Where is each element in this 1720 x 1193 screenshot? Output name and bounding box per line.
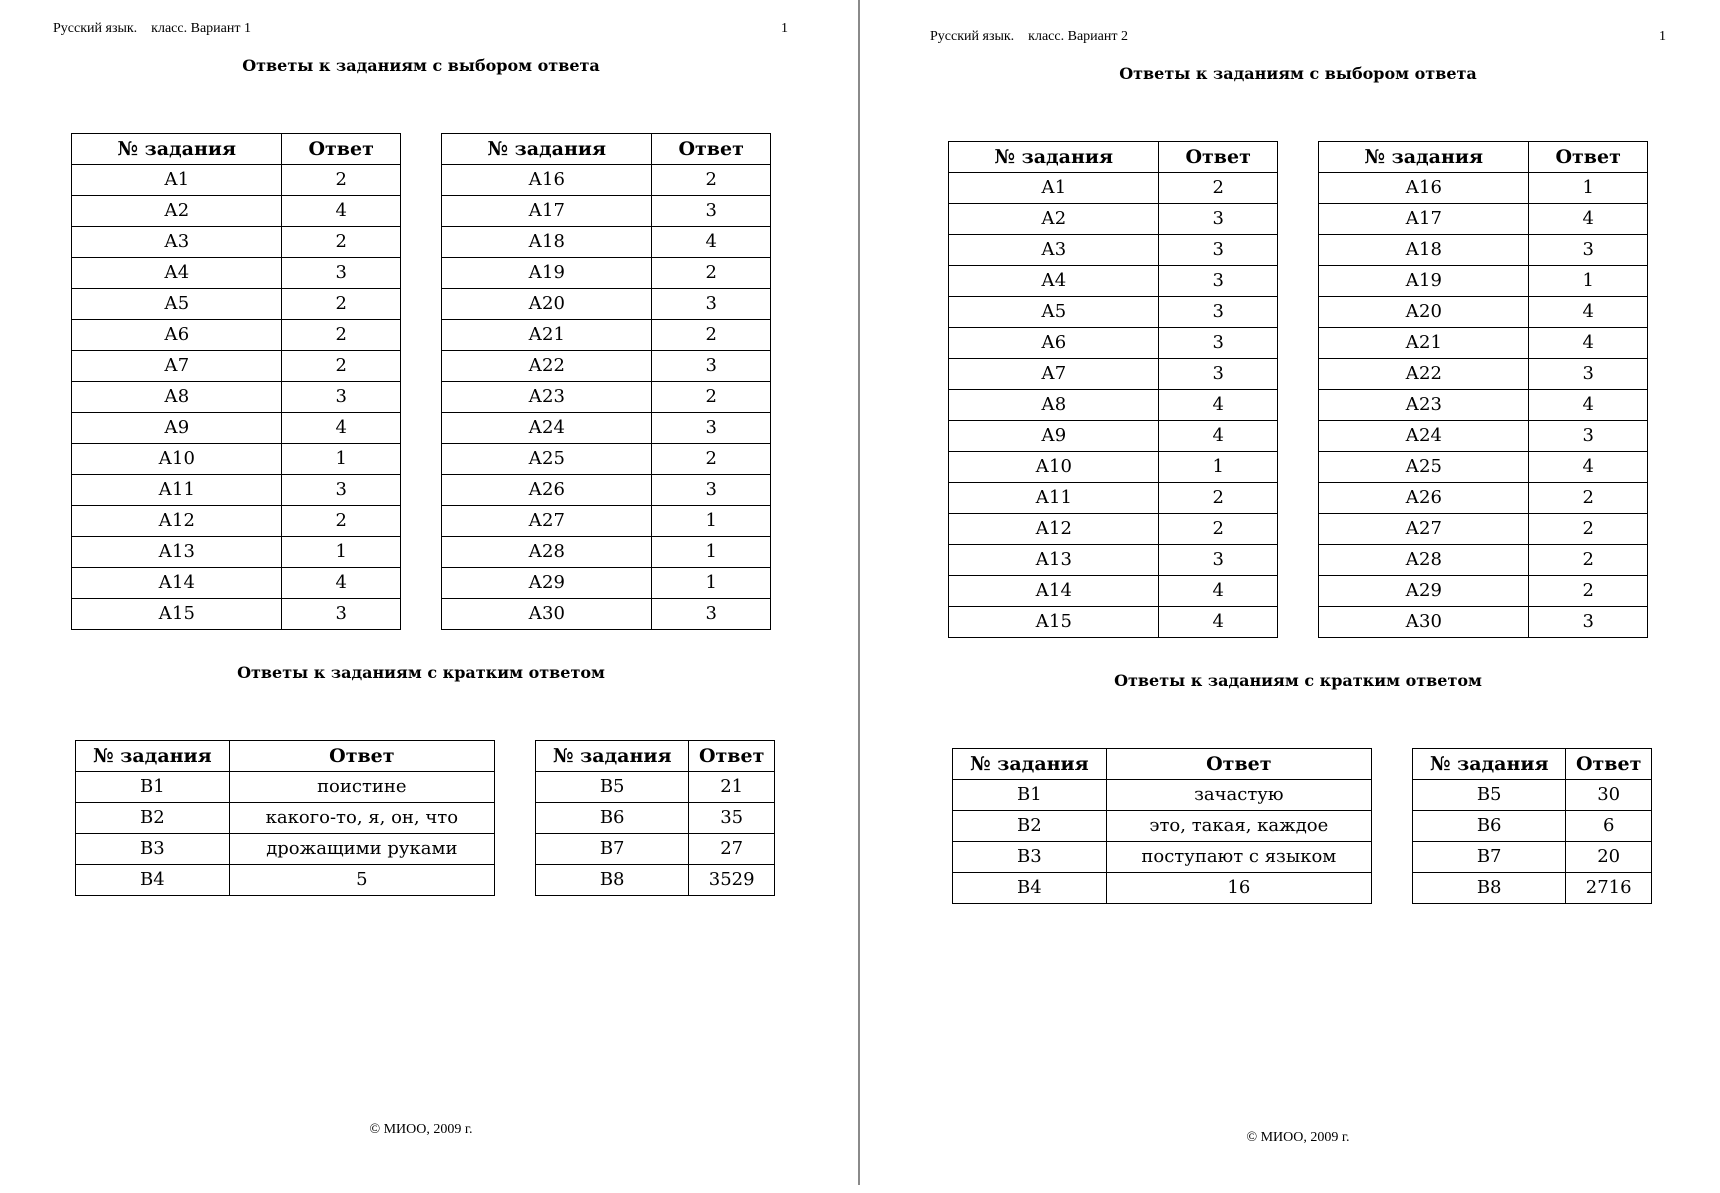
task-number-cell: А17: [1319, 204, 1529, 235]
table-row: [72, 258, 401, 289]
table-row: [953, 873, 1372, 904]
answer-cell: 4: [1159, 421, 1278, 452]
task-number-cell: А1: [72, 165, 282, 196]
task-number-cell: А4: [949, 266, 1159, 297]
column-header-task: № задания: [949, 142, 1159, 173]
task-number-cell: А27: [1319, 514, 1529, 545]
table-row: [1319, 235, 1648, 266]
task-number-cell: А16: [442, 165, 652, 196]
table-row: [1319, 328, 1648, 359]
task-number-cell: А9: [72, 413, 282, 444]
table-row: [1319, 204, 1648, 235]
table-row: [1413, 811, 1652, 842]
answer-cell: 3: [1529, 235, 1648, 266]
answer-cell: 3: [1159, 235, 1278, 266]
answer-cell: 2: [1529, 576, 1648, 607]
table-header-row: [1413, 749, 1652, 780]
answer-cell: зачастую: [1106, 780, 1371, 811]
page-variant-2: [877, 8, 1720, 1193]
answer-cell: 1: [652, 537, 771, 568]
column-header-answer: Ответ: [1159, 142, 1278, 173]
answer-cell: 4: [282, 196, 401, 227]
column-header-answer: Ответ: [689, 741, 775, 772]
answer-cell: 3: [282, 382, 401, 413]
task-number-cell: В8: [1413, 873, 1566, 904]
answer-cell: дрожащими руками: [229, 834, 494, 865]
task-number-cell: В3: [76, 834, 230, 865]
table-row: [442, 351, 771, 382]
task-number-cell: В4: [953, 873, 1107, 904]
answer-cell: 3: [282, 599, 401, 630]
table-row: [949, 359, 1278, 390]
task-number-cell: А22: [1319, 359, 1529, 390]
answer-cell: 4: [1529, 204, 1648, 235]
table-row: [72, 165, 401, 196]
table-header-row: [949, 142, 1278, 173]
answer-cell: 3: [1159, 297, 1278, 328]
table-row: [1319, 545, 1648, 576]
table-row: [949, 266, 1278, 297]
table-row: [1413, 780, 1652, 811]
answer-cell: 2: [652, 382, 771, 413]
task-number-cell: А19: [1319, 266, 1529, 297]
column-header-task: № задания: [1319, 142, 1529, 173]
table-row: [1319, 359, 1648, 390]
table-row: [72, 568, 401, 599]
answer-cell: поступают с языком: [1106, 842, 1371, 873]
column-header-answer: Ответ: [1566, 749, 1652, 780]
task-number-cell: А24: [442, 413, 652, 444]
task-number-cell: А3: [949, 235, 1159, 266]
task-number-cell: В7: [1413, 842, 1566, 873]
table-row: [1319, 452, 1648, 483]
task-number-cell: А29: [1319, 576, 1529, 607]
table-row: [72, 413, 401, 444]
section-title-choice: Ответы к заданиям с выбором ответа: [1119, 64, 1477, 83]
task-number-cell: А8: [949, 390, 1159, 421]
table-row: [72, 382, 401, 413]
table-row: [442, 382, 771, 413]
task-number-cell: В4: [76, 865, 230, 896]
answer-cell: 4: [652, 227, 771, 258]
table-row: [1413, 842, 1652, 873]
task-number-cell: А11: [72, 475, 282, 506]
answer-cell: 2: [1159, 173, 1278, 204]
answer-cell: 2: [282, 320, 401, 351]
table-row: [72, 444, 401, 475]
task-number-cell: А6: [72, 320, 282, 351]
answer-cell: 35: [689, 803, 775, 834]
table-header-row: [536, 741, 775, 772]
table-row: [1413, 873, 1652, 904]
task-number-cell: А22: [442, 351, 652, 382]
column-header-answer: Ответ: [652, 134, 771, 165]
table-row: [949, 514, 1278, 545]
task-number-cell: А2: [72, 196, 282, 227]
answer-cell: 2: [652, 258, 771, 289]
table-row: [949, 576, 1278, 607]
task-number-cell: В3: [953, 842, 1107, 873]
answer-cell: 2: [652, 444, 771, 475]
task-number-cell: А12: [72, 506, 282, 537]
column-header-task: № задания: [953, 749, 1107, 780]
table-row: [1319, 173, 1648, 204]
task-number-cell: А7: [72, 351, 282, 382]
task-number-cell: А28: [442, 537, 652, 568]
table-row: [72, 320, 401, 351]
table-row: [949, 204, 1278, 235]
answer-cell: 2: [1159, 514, 1278, 545]
task-number-cell: А21: [1319, 328, 1529, 359]
table-row: [442, 413, 771, 444]
table-row: [1319, 421, 1648, 452]
task-number-cell: А19: [442, 258, 652, 289]
table-row: [953, 811, 1372, 842]
page-number: 1: [1659, 29, 1666, 44]
task-number-cell: А1: [949, 173, 1159, 204]
table-row: [72, 196, 401, 227]
page-header-title: Русский язык. класс. Вариант 2: [930, 29, 1128, 44]
task-number-cell: А20: [442, 289, 652, 320]
task-number-cell: В2: [953, 811, 1107, 842]
table-row: [72, 475, 401, 506]
task-number-cell: А29: [442, 568, 652, 599]
table-row: [949, 328, 1278, 359]
table-row: [442, 227, 771, 258]
answer-cell: 2: [1529, 545, 1648, 576]
answer-cell: 3: [652, 599, 771, 630]
task-number-cell: А5: [949, 297, 1159, 328]
task-number-cell: А23: [1319, 390, 1529, 421]
table-row: [1319, 297, 1648, 328]
table-row: [949, 297, 1278, 328]
column-header-task: № задания: [76, 741, 230, 772]
task-number-cell: А10: [949, 452, 1159, 483]
section-title-short: Ответы к заданиям с кратким ответом: [1114, 671, 1482, 690]
task-number-cell: А16: [1319, 173, 1529, 204]
task-number-cell: А6: [949, 328, 1159, 359]
table-row: [76, 772, 495, 803]
section-title-short: Ответы к заданиям с кратким ответом: [237, 663, 605, 682]
answer-cell: 3: [652, 351, 771, 382]
column-header-task: № задания: [536, 741, 689, 772]
answer-cell: 3: [1529, 359, 1648, 390]
table-row: [1319, 266, 1648, 297]
answer-cell: 2: [282, 227, 401, 258]
task-number-cell: А5: [72, 289, 282, 320]
page-footer: © МИОО, 2009 г.: [369, 1122, 473, 1137]
choice-answers-table-left: [71, 133, 401, 630]
table-row: [76, 865, 495, 896]
answer-cell: 4: [1529, 297, 1648, 328]
answer-cell: 2: [282, 165, 401, 196]
page-variant-1: [0, 0, 858, 1185]
answer-cell: 1: [1159, 452, 1278, 483]
task-number-cell: А17: [442, 196, 652, 227]
column-header-answer: Ответ: [229, 741, 494, 772]
task-number-cell: А9: [949, 421, 1159, 452]
task-number-cell: В1: [953, 780, 1107, 811]
task-number-cell: А18: [442, 227, 652, 258]
section-title-choice: Ответы к заданиям с выбором ответа: [242, 56, 600, 75]
table-row: [72, 599, 401, 630]
answer-cell: 6: [1566, 811, 1652, 842]
table-row: [76, 834, 495, 865]
task-number-cell: А18: [1319, 235, 1529, 266]
task-number-cell: В5: [536, 772, 689, 803]
task-number-cell: В1: [76, 772, 230, 803]
task-number-cell: А30: [1319, 607, 1529, 638]
column-header-task: № задания: [1413, 749, 1566, 780]
short-answers-table-right: [1412, 748, 1652, 904]
answer-cell: 3: [652, 289, 771, 320]
choice-answers-table-right: [441, 133, 771, 630]
table-row: [949, 483, 1278, 514]
task-number-cell: А13: [72, 537, 282, 568]
table-row: [72, 351, 401, 382]
table-row: [949, 390, 1278, 421]
answer-cell: это, такая, каждое: [1106, 811, 1371, 842]
column-header-task: № задания: [72, 134, 282, 165]
answer-cell: 3: [1159, 545, 1278, 576]
answer-cell: 16: [1106, 873, 1371, 904]
table-row: [1319, 514, 1648, 545]
answer-cell: 3: [1159, 266, 1278, 297]
table-row: [442, 537, 771, 568]
answer-cell: 2: [652, 320, 771, 351]
task-number-cell: А23: [442, 382, 652, 413]
answer-cell: 2: [282, 506, 401, 537]
answer-cell: 2: [1529, 483, 1648, 514]
table-header-row: [76, 741, 495, 772]
task-number-cell: А30: [442, 599, 652, 630]
table-row: [949, 421, 1278, 452]
table-header-row: [442, 134, 771, 165]
table-row: [442, 196, 771, 227]
task-number-cell: А14: [949, 576, 1159, 607]
task-number-cell: А24: [1319, 421, 1529, 452]
table-row: [953, 842, 1372, 873]
answer-cell: 1: [282, 537, 401, 568]
table-row: [72, 537, 401, 568]
page-footer: © МИОО, 2009 г.: [1246, 1130, 1350, 1145]
table-header-row: [953, 749, 1372, 780]
table-row: [536, 772, 775, 803]
choice-answers-table-right: [1318, 141, 1648, 638]
task-number-cell: А26: [442, 475, 652, 506]
answer-cell: 4: [282, 568, 401, 599]
table-row: [442, 165, 771, 196]
task-number-cell: А12: [949, 514, 1159, 545]
answer-cell: 1: [1529, 173, 1648, 204]
table-row: [536, 865, 775, 896]
task-number-cell: А25: [442, 444, 652, 475]
table-row: [1319, 483, 1648, 514]
task-number-cell: А20: [1319, 297, 1529, 328]
task-number-cell: А21: [442, 320, 652, 351]
answer-cell: 4: [1529, 390, 1648, 421]
task-number-cell: В7: [536, 834, 689, 865]
answer-cell: 5: [229, 865, 494, 896]
task-number-cell: А15: [72, 599, 282, 630]
table-header-row: [1319, 142, 1648, 173]
table-row: [442, 444, 771, 475]
answer-cell: 1: [652, 506, 771, 537]
task-number-cell: В8: [536, 865, 689, 896]
table-row: [72, 227, 401, 258]
task-number-cell: А3: [72, 227, 282, 258]
answer-cell: 1: [1529, 266, 1648, 297]
table-row: [442, 320, 771, 351]
table-row: [536, 834, 775, 865]
task-number-cell: В2: [76, 803, 230, 834]
task-number-cell: А26: [1319, 483, 1529, 514]
short-answers-table-left: [952, 748, 1372, 904]
answer-cell: 3: [1159, 204, 1278, 235]
table-row: [442, 568, 771, 599]
task-number-cell: В5: [1413, 780, 1566, 811]
answer-cell: 3: [652, 413, 771, 444]
task-number-cell: А7: [949, 359, 1159, 390]
table-row: [72, 506, 401, 537]
answer-cell: 30: [1566, 780, 1652, 811]
short-answers-table-left: [75, 740, 495, 896]
answer-cell: 2: [652, 165, 771, 196]
table-row: [442, 289, 771, 320]
table-row: [442, 258, 771, 289]
task-number-cell: А15: [949, 607, 1159, 638]
column-header-answer: Ответ: [1529, 142, 1648, 173]
table-row: [442, 506, 771, 537]
table-row: [442, 475, 771, 506]
answer-cell: 3: [282, 258, 401, 289]
answer-cell: 2: [282, 289, 401, 320]
table-row: [953, 780, 1372, 811]
column-header-answer: Ответ: [1106, 749, 1371, 780]
table-row: [949, 235, 1278, 266]
answer-cell: 3: [652, 196, 771, 227]
page-header-title: Русский язык. класс. Вариант 1: [53, 21, 251, 36]
table-row: [72, 289, 401, 320]
task-number-cell: А2: [949, 204, 1159, 235]
answer-cell: поистине: [229, 772, 494, 803]
table-row: [76, 803, 495, 834]
task-number-cell: А11: [949, 483, 1159, 514]
table-row: [442, 599, 771, 630]
task-number-cell: А25: [1319, 452, 1529, 483]
answer-cell: 3529: [689, 865, 775, 896]
page-number: 1: [781, 21, 788, 36]
answer-cell: 3: [1159, 359, 1278, 390]
answer-cell: 3: [652, 475, 771, 506]
answer-cell: 20: [1566, 842, 1652, 873]
table-row: [536, 803, 775, 834]
table-row: [1319, 390, 1648, 421]
answer-cell: 4: [1529, 328, 1648, 359]
answer-cell: 3: [1529, 607, 1648, 638]
answer-cell: 2: [1529, 514, 1648, 545]
task-number-cell: В6: [536, 803, 689, 834]
answer-cell: 2716: [1566, 873, 1652, 904]
answer-cell: 2: [1159, 483, 1278, 514]
task-number-cell: А4: [72, 258, 282, 289]
task-number-cell: А14: [72, 568, 282, 599]
answer-cell: 21: [689, 772, 775, 803]
table-row: [1319, 607, 1648, 638]
answer-cell: 4: [1529, 452, 1648, 483]
answer-cell: 1: [652, 568, 771, 599]
answer-cell: 2: [282, 351, 401, 382]
table-row: [949, 173, 1278, 204]
column-header-task: № задания: [442, 134, 652, 165]
task-number-cell: А10: [72, 444, 282, 475]
page-divider: [858, 0, 860, 1185]
column-header-answer: Ответ: [282, 134, 401, 165]
answer-cell: 3: [1159, 328, 1278, 359]
answer-cell: 4: [1159, 607, 1278, 638]
task-number-cell: А8: [72, 382, 282, 413]
answer-cell: какого-то, я, он, что: [229, 803, 494, 834]
task-number-cell: В6: [1413, 811, 1566, 842]
answer-cell: 4: [1159, 576, 1278, 607]
table-row: [1319, 576, 1648, 607]
task-number-cell: А28: [1319, 545, 1529, 576]
short-answers-table-right: [535, 740, 775, 896]
answer-cell: 4: [1159, 390, 1278, 421]
answer-cell: 4: [282, 413, 401, 444]
table-row: [949, 545, 1278, 576]
answer-cell: 27: [689, 834, 775, 865]
task-number-cell: А27: [442, 506, 652, 537]
table-row: [949, 452, 1278, 483]
answer-cell: 3: [282, 475, 401, 506]
table-header-row: [72, 134, 401, 165]
answer-cell: 1: [282, 444, 401, 475]
task-number-cell: А13: [949, 545, 1159, 576]
answer-cell: 3: [1529, 421, 1648, 452]
table-row: [949, 607, 1278, 638]
choice-answers-table-left: [948, 141, 1278, 638]
